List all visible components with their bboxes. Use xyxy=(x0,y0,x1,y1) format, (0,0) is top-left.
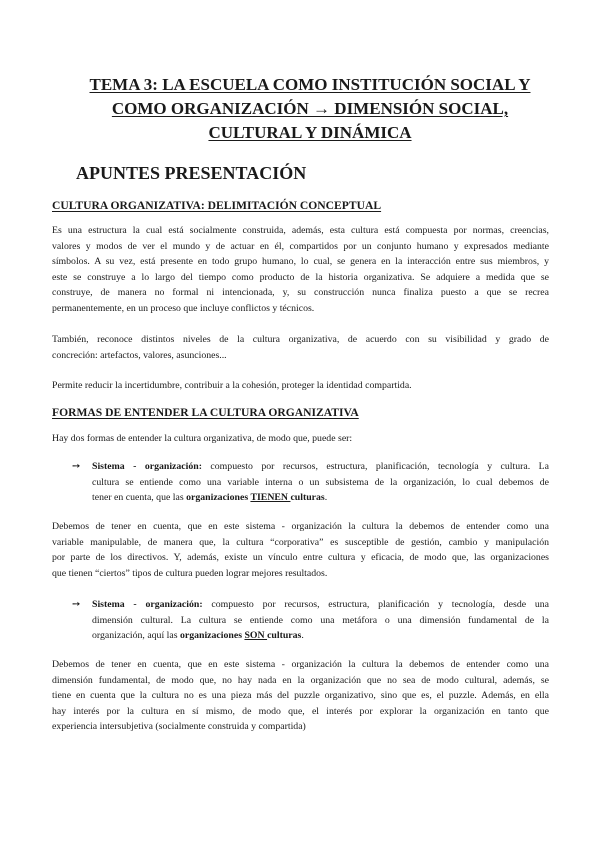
text-line: Sistema - organización: compuesto por recursos, estructura, planificación y tecnología, desde una xyxy=(92,599,549,610)
text-line: símbolos. A su vez, está presente en todo grupo humano, lo cual, se genera en la interacción entre sus miembros, y xyxy=(52,256,549,268)
text-line: Debemos de tener en cuenta, que en este sistema - organización la cultura la debemos de entender como una xyxy=(52,659,549,670)
document-title xyxy=(60,73,560,145)
paragraph-levels xyxy=(52,332,549,363)
text-line: concreción: artefactos, valores, asunciones... xyxy=(52,349,227,361)
emphasis-son: SON xyxy=(244,630,268,642)
text-line: cultura se entiende como una variable interna o un subsistema de la organización, lo cual debemos de xyxy=(92,476,549,488)
text-line: Es una estructura la cual está socialmente construida, además, esta cultura está compuesta por normas, creencias, xyxy=(52,225,549,236)
subtitle: APUNTES PRESENTACIÓN xyxy=(76,163,307,183)
emphasis-tienen: TIENEN xyxy=(250,492,291,504)
text-line: construye, de manera no formal ni intencionada, y, su construcción nunca finaliza puesto a que se recrea xyxy=(52,287,549,299)
title-line-3: CULTURAL Y DINÁMICA xyxy=(208,123,412,142)
text-line: por parte de los directivos. Y, además, existe un vínculo entre cultura y eficacia, de modo que, las organizaciones xyxy=(52,552,549,564)
bullet-term: Sistema - organización: xyxy=(92,461,202,472)
text-line: Permite reducir la incertidumbre, contribuir a la cohesión, proteger la identidad compartida. xyxy=(52,380,412,391)
text-line: este se construye a lo largo del tiempo como producto de la historia organizativa. Se adquiere a medida que se xyxy=(52,271,549,283)
arrow-bullet-icon: ➙ xyxy=(72,461,81,472)
text-line: Debemos de tener en cuenta, que en este sistema - organización la cultura la debemos de entender como una xyxy=(52,521,549,532)
text-line: Hay dos formas de entender la cultura organizativa, de modo que, puede ser: xyxy=(52,433,353,444)
text-line: dimensión fundamental, de modo que, no hay nada en la organización que no sea de modo cultural, además, se xyxy=(52,674,549,686)
text-line: que tienen “ciertos” tipos de cultura pueden lograr mejores resultados. xyxy=(52,567,328,579)
section-heading-formas: FORMAS DE ENTENDER LA CULTURA ORGANIZATIVA xyxy=(52,406,359,419)
text-line: dimensión cultural. La cultura se entiende como una metáfora o una dimensión fundamental de la xyxy=(92,614,549,626)
arrow-bullet-icon: ➙ xyxy=(72,599,81,610)
text-line: experiencia intersubjetiva (socialmente construida y compartida) xyxy=(52,721,306,733)
section-heading-cultura-organizativa: CULTURA ORGANIZATIVA: DELIMITACIÓN CONCEPTUAL xyxy=(52,199,382,212)
text-line: tiene en cuenta que la cultura no es una pieza más del puzzle organizativo, sino que es, el puzzle. Además, en ella xyxy=(52,690,549,702)
paragraph-definition xyxy=(52,223,549,317)
text-line: organización, aquí las organizaciones SON culturas. xyxy=(92,630,304,642)
paragraph-cultural-dimension xyxy=(52,657,549,735)
text-line: permanentemente, en un proceso que incluye conflictos y técnicos. xyxy=(52,302,315,314)
paragraph-intro xyxy=(52,431,549,447)
text-line: Sistema - organización: compuesto por recursos, estructura, planificación, tecnología y cultura. La xyxy=(92,461,549,472)
text-line: tener en cuenta, que las organizaciones TIENEN culturas. xyxy=(92,492,328,504)
bullet-term: Sistema - organización: xyxy=(92,599,203,610)
text-line: hay interés por la cultura en sí mismo, de modo que, el interés por explorar la organización en tanto que xyxy=(52,705,549,717)
paragraph-corporate-culture xyxy=(52,519,549,581)
paragraph-benefits xyxy=(52,378,549,394)
title-line-1: TEMA 3: LA ESCUELA COMO INSTITUCIÓN SOCIAL Y xyxy=(89,75,531,94)
text-line: También, reconoce distintos niveles de la cultura organizativa, de acuerdo con su visibilidad y grado de xyxy=(52,334,549,345)
title-line-2: COMO ORGANIZACIÓN → DIMENSIÓN SOCIAL, xyxy=(111,99,509,118)
text-line: valores y modos de ver el mundo y de actuar en él, compartidos por un conjunto humano y expresados mediante xyxy=(52,240,549,252)
text-line: variable manipulable, de manera que, la cultura “corporativa” es susceptible de gestión, cambio y manipulación xyxy=(52,536,549,548)
